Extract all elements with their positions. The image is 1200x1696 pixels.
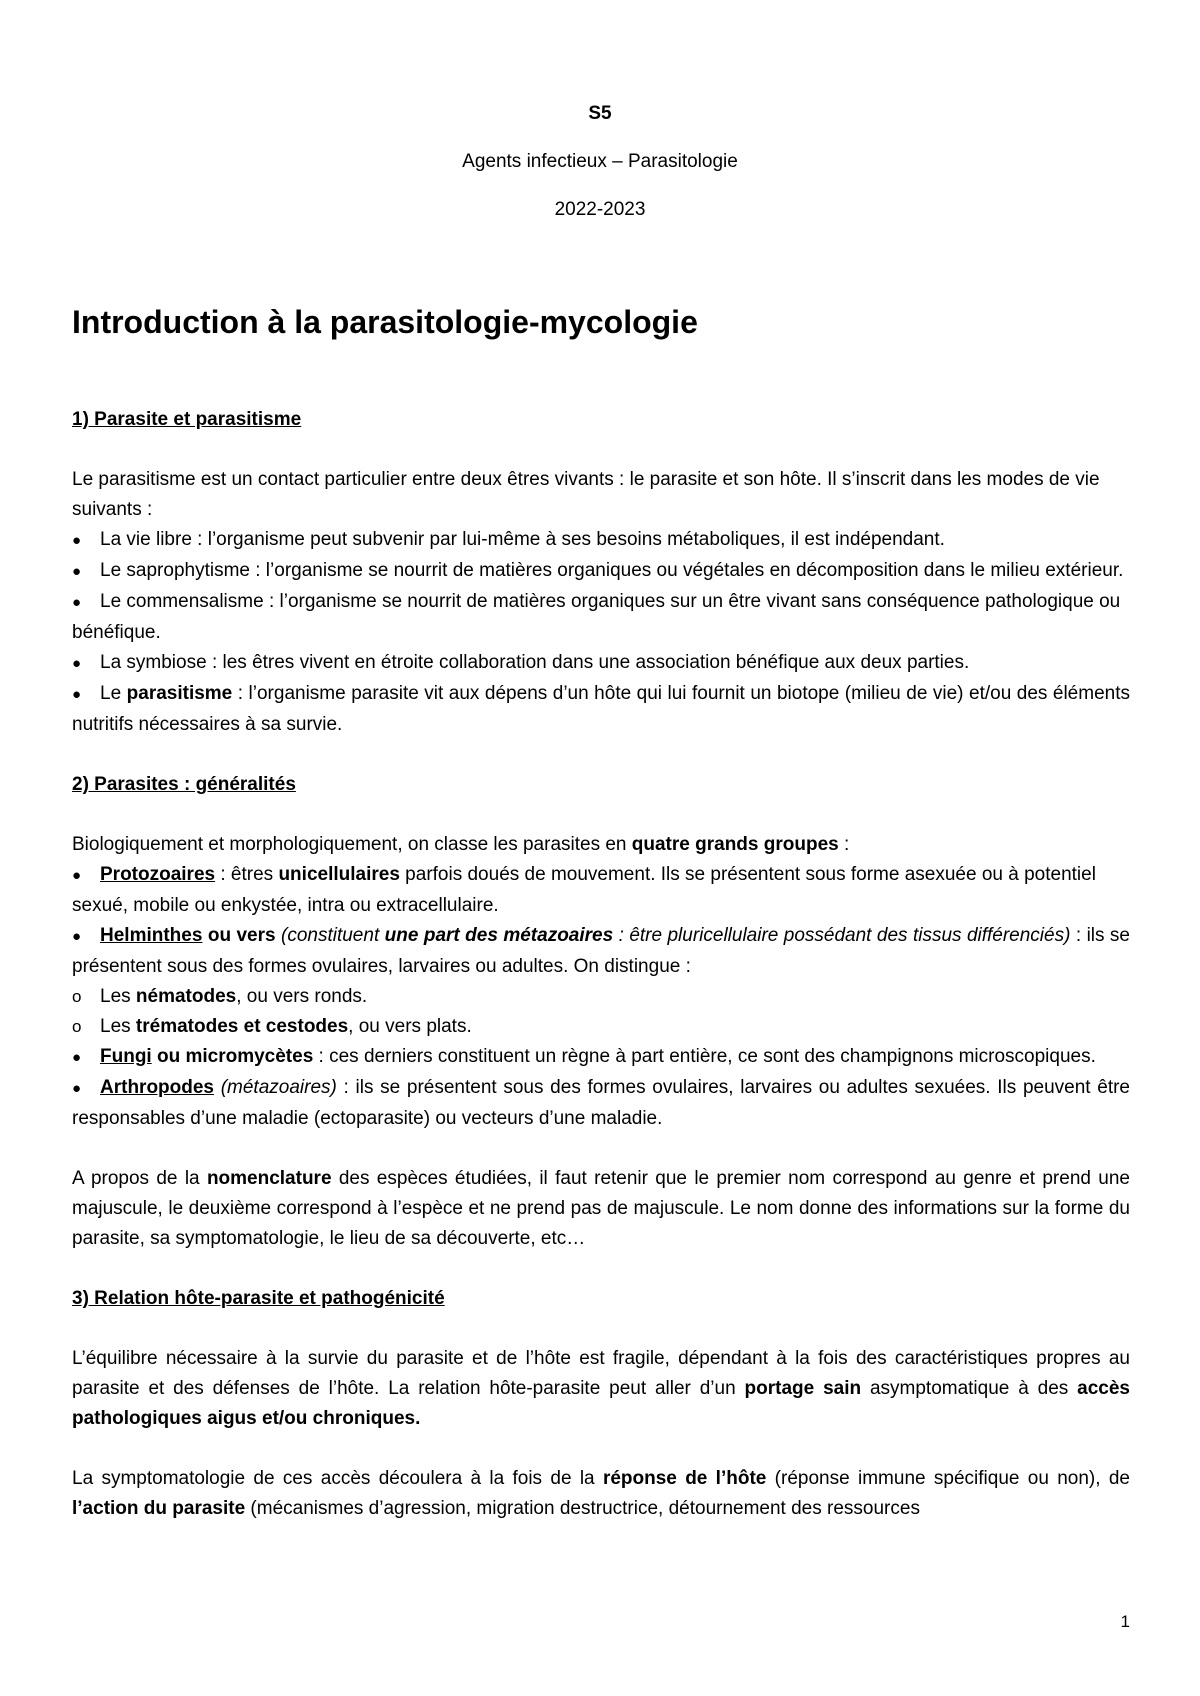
paragraph: L’équilibre nécessaire à la survie du parasite et de l’hôte est fragile, dépendant à la fois des caractéristiques propres au parasite et des défenses de l’hôte. La relation hôte-parasite peut aller d’un portage sain asymptomatique à des accès pathologiques aigus et/ou chroniques. [72,1348,1130,1429]
course-subject: Agents infectieux – Parasitologie [462,151,738,172]
section-heading: 1) Parasite et parasitisme [72,409,302,430]
circle-bullet-icon: o [72,987,82,1006]
bullet-icon: ● [72,867,82,884]
academic-year: 2022-2023 [554,199,646,220]
paragraph: Biologiquement et morphologiquement, on classe les parasites en quatre grands groupes : [72,834,850,855]
circle-bullet-icon: o [72,1017,82,1036]
bullet-icon: ● [72,532,82,549]
course-code: S5 [588,103,612,124]
sub-list-item: o Les nématodes, ou vers ronds. [72,982,1130,1012]
bullet-icon: ● [72,1049,82,1066]
list-item: ● Fungi ou micromycètes : ces derniers constituent un règne à part entière, ce sont des champignons microscopiques. [72,1042,1130,1073]
paragraph: La symptomatologie de ces accès découlera à la fois de la réponse de l’hôte (réponse immune spécifique ou non), de l’action du parasite (mécanismes d’agression, migration destructrice, détournement des ressources [72,1468,1130,1519]
bullet-icon: ● [72,655,82,672]
bullet-icon: ● [72,563,82,580]
list-item: ● Arthropodes (métazoaires) : ils se présentent sous des formes ovulaires, larvaires ou adultes sexuées. Ils peuvent être responsables d’une maladie (ectoparasite) ou vecteurs d’une maladie. [72,1073,1130,1134]
list-item: ● Le saprophytisme : l’organisme se nourrit de matières organiques ou végétales en décomposition dans le milieu extérieur. [72,556,1130,587]
page-number: 1 [1120,1612,1130,1631]
sub-list-item: o Les trématodes et cestodes, ou vers plats. [72,1012,1130,1042]
bullet-icon: ● [72,1080,82,1097]
section-heading: 2) Parasites : généralités [72,774,296,795]
paragraph: Le parasitisme est un contact particulier entre deux êtres vivants : le parasite et son hôte. Il s’inscrit dans les modes de vie suivants : [72,469,1100,520]
section-heading: 3) Relation hôte-parasite et pathogénicité [72,1288,445,1309]
list-item: ● Helminthes ou vers (constituent une part des métazoaires : être pluricellulaire possédant des tissus différenciés) : ils se présentent sous des formes ovulaires, larvaires ou adultes. On distingue : [72,921,1130,982]
paragraph: A propos de la nomenclature des espèces étudiées, il faut retenir que le premier nom correspond au genre et prend une majuscule, le deuxième correspond à l’espèce et ne prend pas de majuscule. Le nom donne des informations sur la forme du parasite, sa symptomatologie, le lieu de sa découverte, etc… [72,1168,1130,1249]
bullet-icon: ● [72,686,82,703]
list-item: ● La vie libre : l’organisme peut subvenir par lui-même à ses besoins métaboliques, il est indépendant. [72,525,1130,556]
document-body [72,405,1130,1524]
page-title: Introduction à la parasitologie-mycologie [72,304,698,340]
list-item: ● Protozoaires : êtres unicellulaires parfois doués de mouvement. Ils se présentent sous forme asexuée ou à potentiel sexué, mobile ou enkystée, intra ou extracellulaire. [72,860,1130,921]
bullet-icon: ● [72,594,82,611]
list-item: ● Le commensalisme : l’organisme se nourrit de matières organiques sur un être vivant sans conséquence pathologique ou bénéfique. [72,587,1130,648]
list-item: ● Le parasitisme : l’organisme parasite vit aux dépens d’un hôte qui lui fournit un biotope (milieu de vie) et/ou des éléments nutritifs nécessaires à sa survie. [72,679,1130,740]
list-item: ● La symbiose : les êtres vivent en étroite collaboration dans une association bénéfique aux deux parties. [72,648,1130,679]
bullet-icon: ● [72,928,82,945]
